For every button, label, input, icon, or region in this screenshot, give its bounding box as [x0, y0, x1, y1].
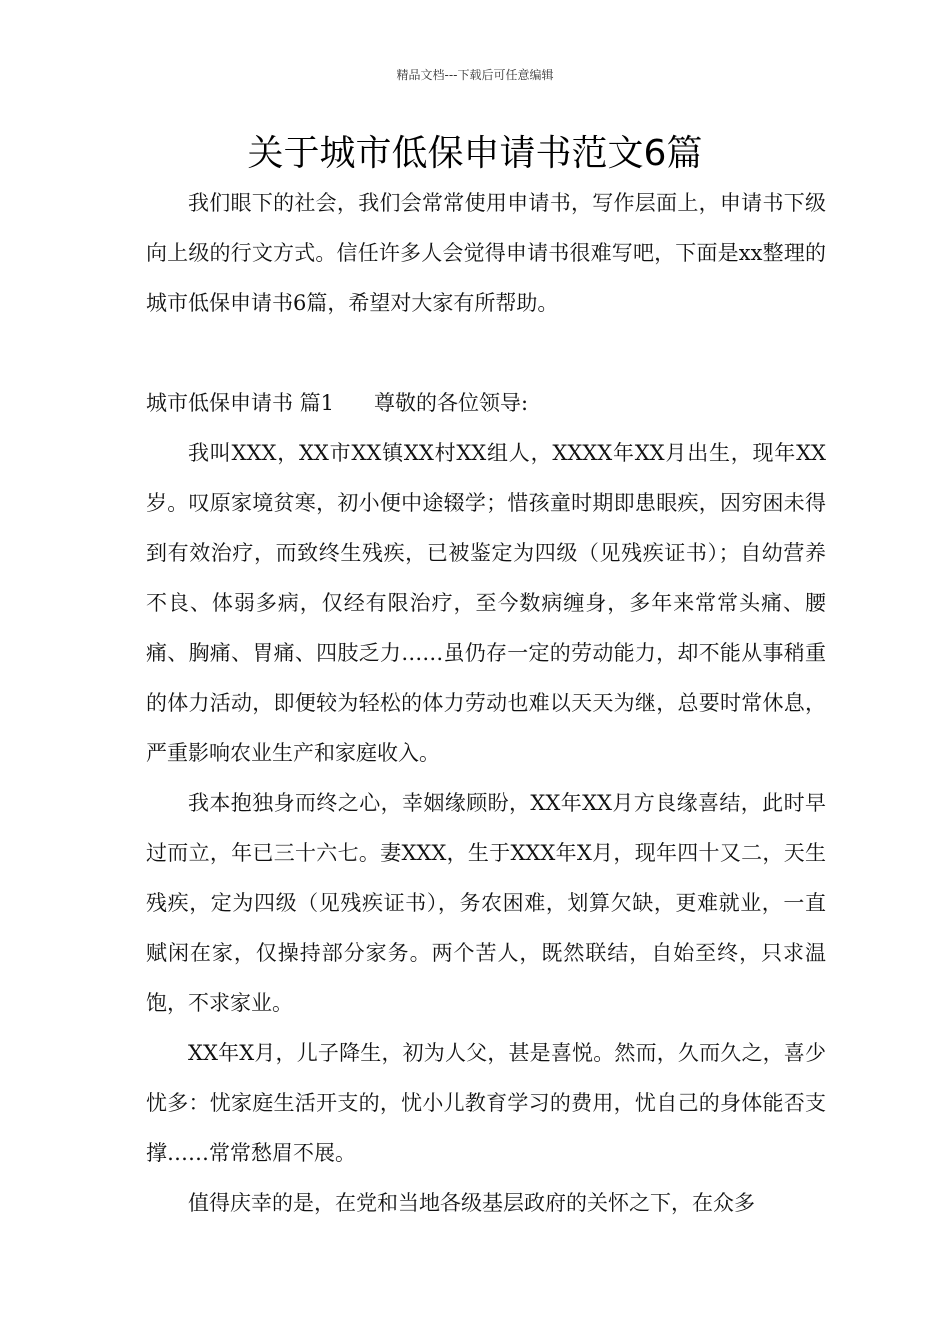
body-paragraph: 我本抱独身而终之心，幸姻缘顾盼，XX年XX月方良缘喜结，此时早过而立，年已三十六七。妻XXX，生于XXX年X月，现年四十又二，天生残疾，定为四级（见残疾证书），务农困难，划算欠缺，更难就业，一直赋闲在家，仅操持部分家务。两个苦人，既然联结，自始至终，只求温饱，不求家业。	[146, 791, 826, 1015]
salutation: 尊敬的各位领导:	[374, 391, 529, 415]
blank-line	[146, 328, 826, 378]
document-title: 关于城市低保申请书范文6篇	[247, 133, 703, 174]
section-heading-line	[146, 378, 826, 428]
section-heading: 城市低保申请书 篇1	[146, 391, 335, 415]
intro-paragraph: 我们眼下的社会，我们会常常使用申请书，写作层面上，申请书下级向上级的行文方式。信任许多人会觉得申请书很难写吧，下面是xx整理的城市低保申请书6篇，希望对大家有所帮助。	[146, 191, 826, 315]
document-body	[146, 178, 826, 1228]
body-paragraph: 我叫XXX，XX市XX镇XX村XX组人，XXXX年XX月出生，现年XX岁。叹原家境贫寒，初小便中途辍学；惜孩童时期即患眼疾，因穷困未得到有效治疗，而致终生残疾，已被鉴定为四级（见残疾证书）；自幼营养不良、体弱多病，仅经有限治疗，至今数病缠身，多年来常常头痛、腰痛、胸痛、胃痛、四肢乏力……虽仍存一定的劳动能力，却不能从事稍重的体力活动，即便较为轻松的体力劳动也难以天天为继，总要时常休息，严重影响农业生产和家庭收入。	[146, 441, 826, 765]
body-paragraph: XX年X月，儿子降生，初为人父，甚是喜悦。然而，久而久之，喜少忧多：忧家庭生活开支的，忧小儿教育学习的费用，忧自己的身体能否支撑……常常愁眉不展。	[146, 1041, 826, 1165]
header-note: 精品文档---下载后可任意编辑	[396, 68, 554, 82]
body-paragraph: 值得庆幸的是，在党和当地各级基层政府的关怀之下，在众多	[188, 1191, 755, 1215]
